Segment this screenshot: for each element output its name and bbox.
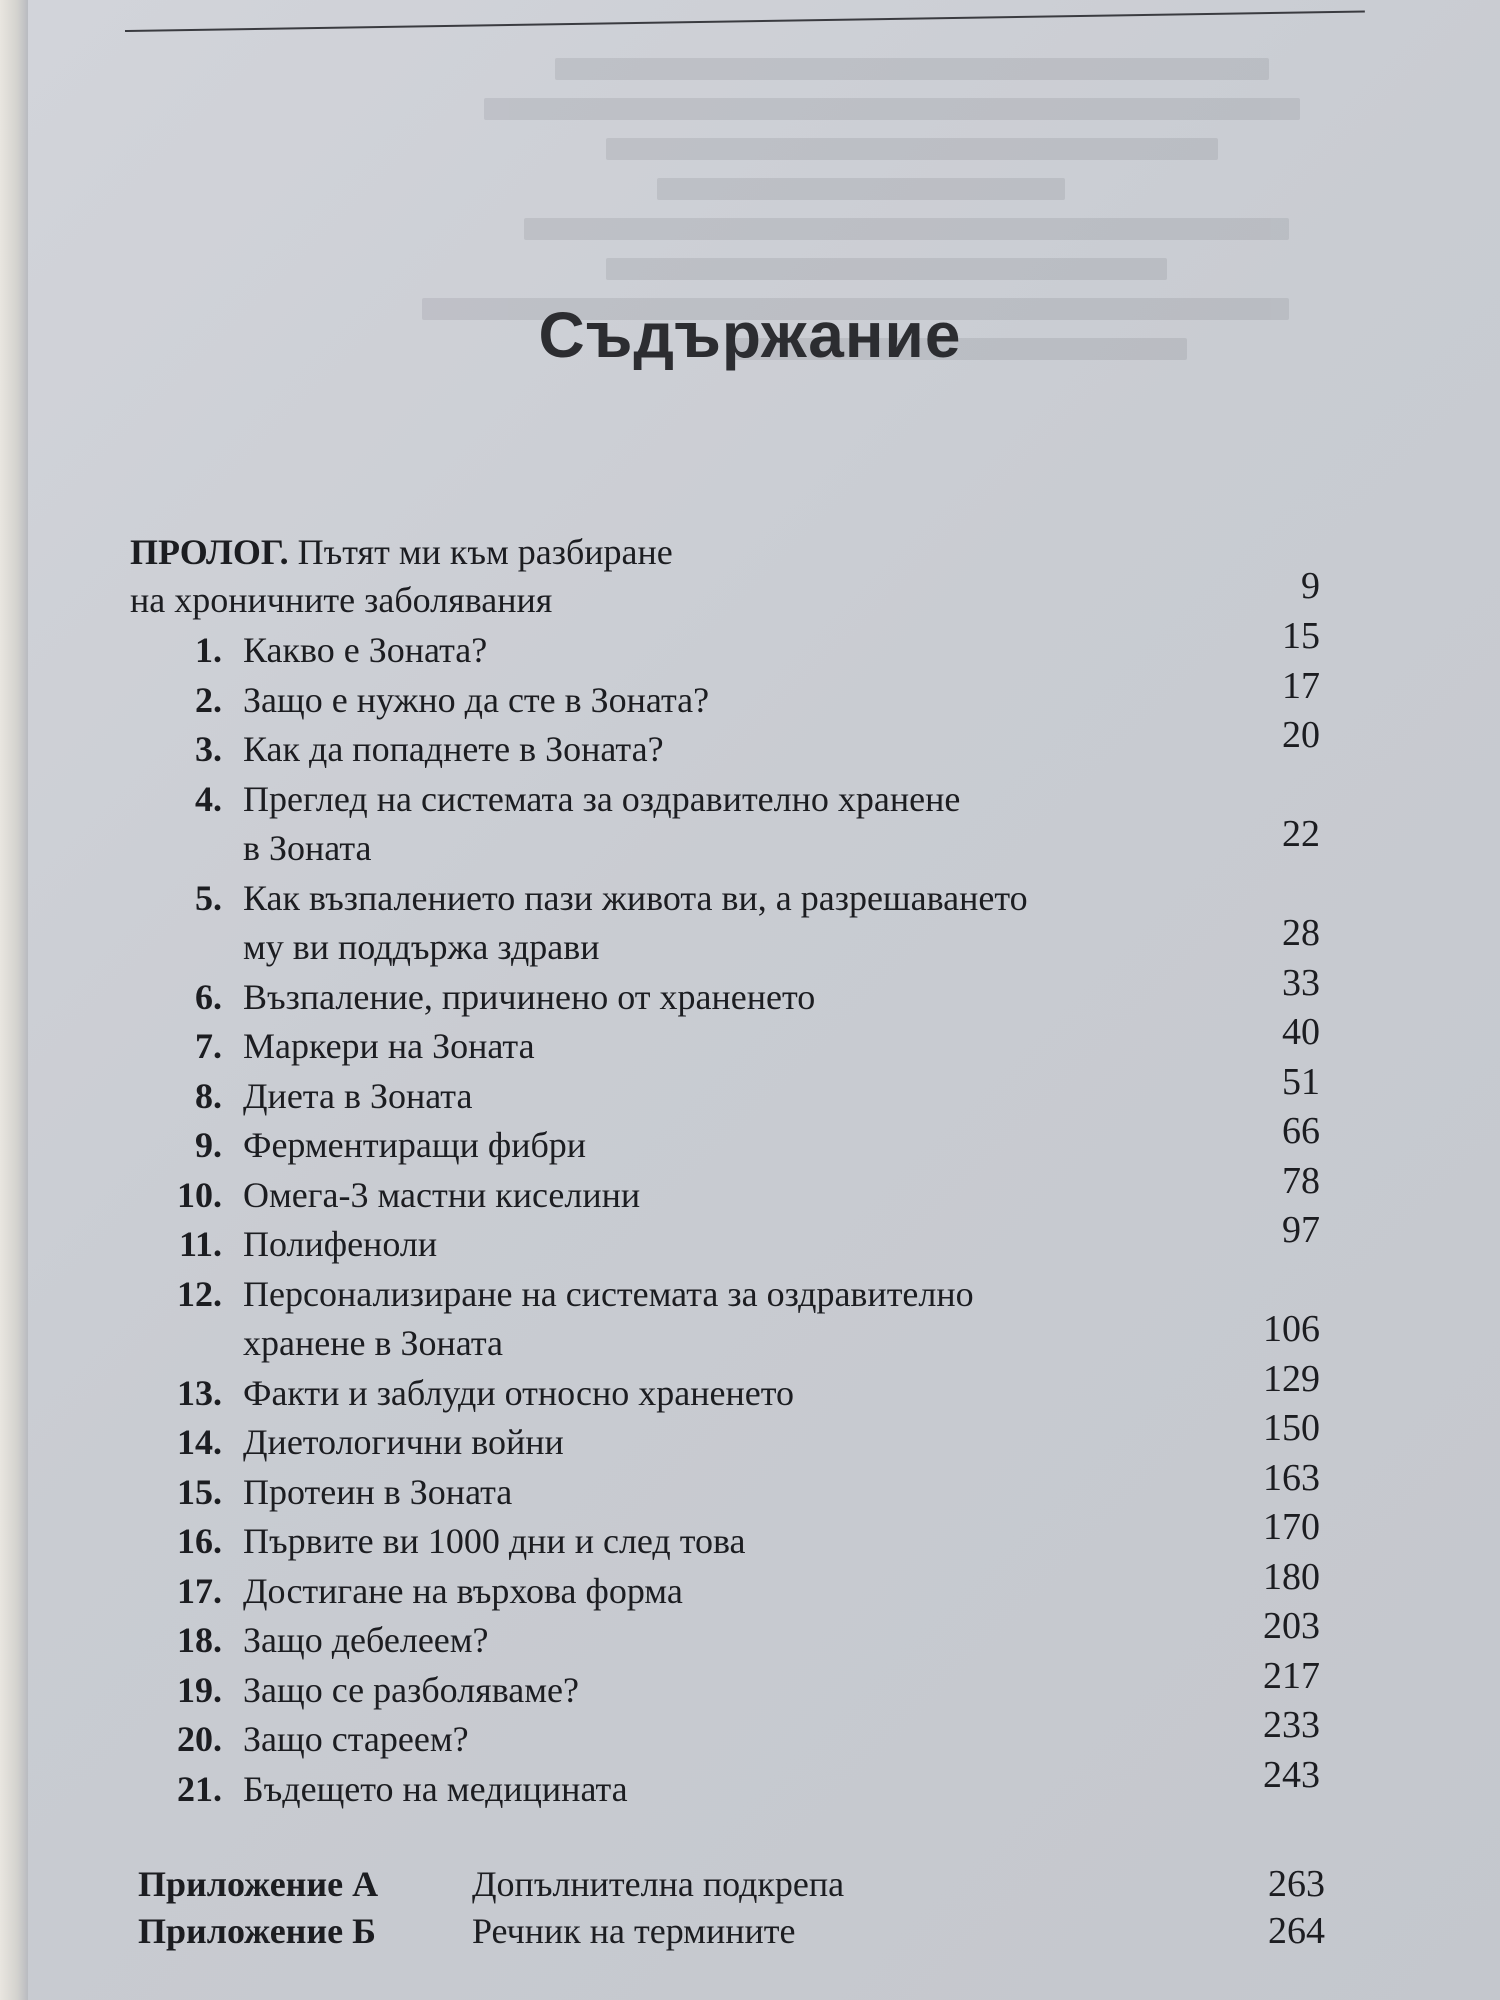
chapter-page: 233	[1263, 1704, 1320, 1746]
chapter-number: 21.	[177, 1768, 222, 1809]
chapter-title: Възпаление, причинено от храненето	[243, 976, 816, 1017]
chapter-number: 4.	[195, 778, 222, 819]
chapter-page: 15	[1282, 615, 1320, 657]
chapter-number: 20.	[177, 1719, 222, 1759]
appendix-title: Допълнителна подкрепа	[472, 1864, 845, 1904]
chapter-page: 20	[1282, 714, 1320, 756]
chapter-number: 19.	[177, 1669, 222, 1710]
chapter-title: Защо дебелеем?	[243, 1620, 489, 1660]
chapter-number: 16.	[177, 1521, 222, 1561]
prologue-line-1	[130, 530, 673, 574]
chapter-title: Протеин в Зоната	[243, 1471, 513, 1512]
chapter-page: 66	[1282, 1110, 1320, 1152]
chapter-title: Факти и заблуди относно храненето	[243, 1372, 794, 1413]
chapter-title: Как да попаднете в Зоната?	[243, 729, 664, 769]
chapter-title: Маркери на Зоната	[243, 1026, 535, 1066]
chapter-page: 217	[1263, 1654, 1320, 1697]
chapter-number: 2.	[195, 679, 222, 720]
chapter-number: 1.	[195, 630, 222, 670]
chapter-title: Бъдещето на медицината	[243, 1768, 628, 1809]
chapter-page: 97	[1282, 1209, 1320, 1251]
chapter-title: Защо се разболяваме?	[243, 1669, 579, 1710]
chapter-number: 11.	[178, 1224, 222, 1264]
prologue-title-line-2: на хроничните заболявания	[130, 580, 553, 620]
chapter-page: 106	[1263, 1308, 1320, 1350]
chapter-page: 28	[1282, 912, 1320, 954]
chapter-number: 9.	[195, 1125, 222, 1165]
chapter-page: 163	[1263, 1456, 1320, 1499]
chapter-page: 129	[1263, 1357, 1320, 1400]
chapter-title: Първите ви 1000 дни и след това	[243, 1521, 746, 1561]
chapter-page: 180	[1263, 1555, 1320, 1598]
chapter-number: 18.	[177, 1620, 222, 1660]
chapter-title: Защо стареем?	[243, 1719, 469, 1759]
chapter-page: 22	[1282, 813, 1320, 855]
appendix-label: Приложение А	[138, 1864, 379, 1904]
chapter-title: хранене в Зоната	[243, 1323, 503, 1363]
prologue-page: 9	[1301, 565, 1320, 607]
chapter-number: 12.	[177, 1273, 222, 1314]
chapter-title: Достигане на върхова форма	[243, 1570, 683, 1611]
chapter-number: 14.	[177, 1422, 222, 1462]
prologue-label: ПРОЛОГ.	[130, 532, 289, 572]
chapter-page: 51	[1282, 1060, 1320, 1103]
page-title: Съдържание	[538, 299, 962, 371]
chapter-number: 17.	[177, 1570, 222, 1611]
chapter-title: Защо е нужно да сте в Зоната?	[243, 679, 710, 720]
chapter-page: 243	[1263, 1753, 1320, 1796]
chapter-title: Омега-3 мастни киселини	[243, 1174, 641, 1215]
chapter-page: 170	[1263, 1506, 1320, 1548]
appendix-title: Речник на термините	[472, 1911, 796, 1951]
chapter-number: 15.	[177, 1471, 222, 1512]
chapter-title: Диета в Зоната	[243, 1075, 473, 1116]
appendix-page: 264	[1268, 1910, 1325, 1952]
chapter-title: Диетологични войни	[243, 1422, 564, 1462]
appendix-label: Приложение Б	[138, 1911, 376, 1951]
chapter-title: Полифеноли	[243, 1224, 438, 1264]
chapter-title: Как възпалението пази живота ви, а разрешаването	[243, 877, 1028, 918]
chapter-number: 6.	[195, 976, 222, 1017]
appendix-page: 263	[1268, 1863, 1325, 1905]
chapter-title: Ферментиращи фибри	[243, 1125, 587, 1165]
chapter-title: Преглед на системата за оздравително хранене	[243, 778, 961, 819]
chapter-title: Какво е Зоната?	[243, 630, 488, 670]
chapter-title: му ви поддържа здрави	[243, 927, 600, 967]
chapter-number: 3.	[195, 729, 222, 769]
chapter-number: 5.	[195, 877, 222, 918]
chapter-page: 40	[1282, 1011, 1320, 1053]
chapter-page: 203	[1263, 1605, 1320, 1647]
prologue-title-line-1: Пътят ми към разбиране	[297, 532, 673, 572]
chapter-page: 78	[1282, 1159, 1320, 1202]
chapter-page: 150	[1263, 1407, 1320, 1449]
chapter-title: Персонализиране на системата за оздравително	[243, 1273, 974, 1314]
chapter-title: в Зоната	[243, 828, 372, 868]
chapter-number: 7.	[195, 1026, 222, 1066]
chapter-number: 8.	[195, 1075, 222, 1116]
chapter-number: 13.	[177, 1372, 222, 1413]
chapter-page: 33	[1282, 961, 1320, 1004]
chapter-page: 17	[1282, 664, 1320, 707]
chapter-number: 10.	[177, 1174, 222, 1215]
